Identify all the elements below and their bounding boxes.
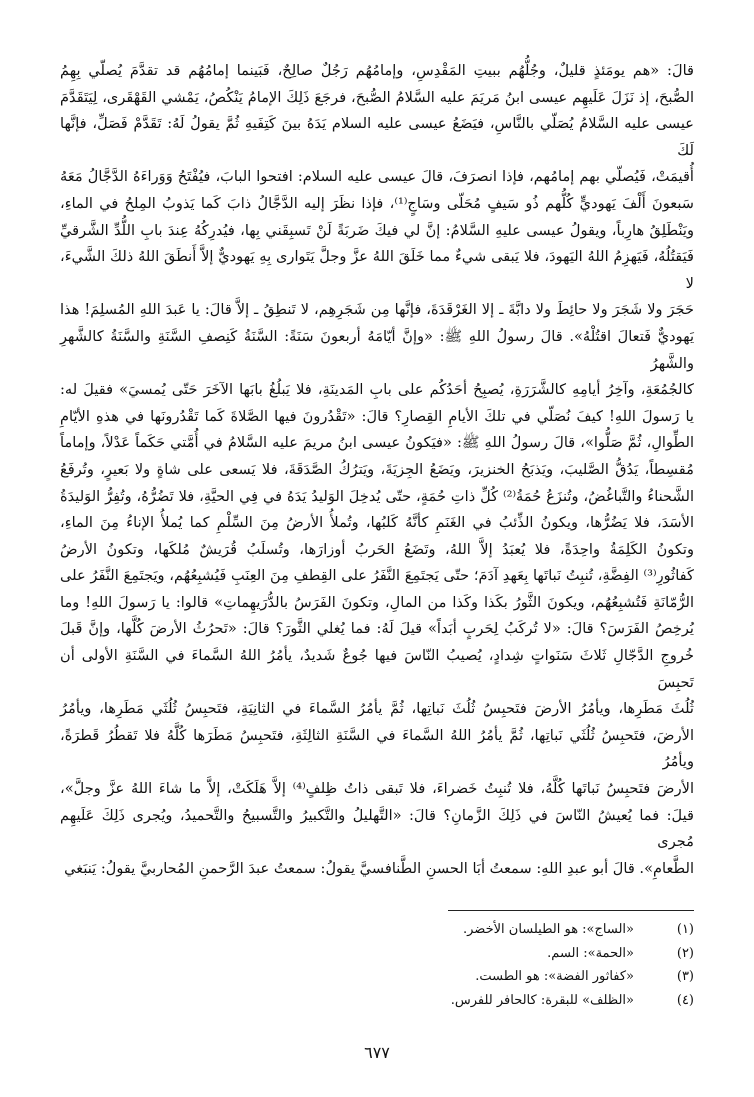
text-line: وتكونُ الكَلِمَةُ واحِدَةً، فلا يُعبَدُ إلاَّ اللهُ، وتَضَعُ الحَربُ أوزارَها، وتُسلَبُ قُرَيشٌ مُلكَها، وتكونُ الأرضُ bbox=[60, 540, 694, 558]
text-line: الطَّعامِ». قالَ أبو عبدِ اللهِ: سمعتُ أبَا الحسنِ الطَّنافسيَّ يقولُ: سمعتُ عبدَ الرَّحمنِ المُحاربيَّ يقولُ: يَنبَغي bbox=[64, 859, 694, 877]
footnote-text: «الحمة»: السم. bbox=[547, 945, 634, 961]
footnote-number: (١) bbox=[676, 922, 694, 937]
footnote-number: (٣) bbox=[676, 969, 694, 984]
text-line: ثُلُثَ مَطَرِها، ويأمُرُ الأرضَ فتَحبِسُ ثُلُثَ نَباتِها، ثُمَّ يأمُرُ السَّماءَ في الثانِيَةِ، فتَحبِسُ ثُلُثَي مَطَرِها، ويأمُرُ bbox=[60, 700, 694, 718]
text-line: سَبعونَ أَلْفَ يَهوديٍّ كُلُّهم ذُو سَيفٍ مُحَلّى وسَاجٍ⁽¹⁾، فإذا نظَرَ إليه الدَّجَّالُ ذابَ كَما يَذوبُ المِلحُ في الماءِ، bbox=[60, 194, 694, 212]
footnote-text: «الساج»: هو الطيلسان الأخضر. bbox=[463, 922, 634, 937]
text-line: ويَنْطَلِقُ هارِباً، ويقولُ عيسى عليهِ السَّلامُ: إنَّ لي فيكَ ضَربَةً لَنْ تَسبِقَني بِها، فيُدرِكُهُ عِندَ بابِ اللُّدِّ الشَّرقيِّ bbox=[60, 221, 694, 239]
footnote-separator bbox=[448, 910, 694, 911]
footnotes-block bbox=[60, 918, 694, 1012]
text-line: الأرضَ، فتَحبِسُ ثُلُثَي نَباتِها، ثُمَّ يأمُرُ اللهُ السَّماءَ في السَّنَةِ الثالِثَةِ، فتَحبِسُ مَطَرَها كُلَّهُ فلا تَقطُرُ قَطرَةً، ويأمُرُ bbox=[60, 726, 694, 771]
page-number: ٦٧٧ bbox=[364, 1043, 390, 1062]
footnote bbox=[60, 942, 694, 966]
footnote bbox=[60, 918, 694, 942]
main-text-block bbox=[60, 58, 694, 882]
text-line: قيلَ: فما يُعيشُ النّاسَ في ذَلِكَ الزَّمانِ؟ قالَ: «التَّهليلُ والتَّكبيرُ والتَّسبيحُ والتَّحميدُ، ويُجرى ذَلِكَ عَلَيهِم مُجرى bbox=[60, 806, 694, 851]
text-line: الطِّوالِ، ثُمَّ صَلُّوا»، قالَ رسولُ اللهِ ﷺ: «فيَكونُ عيسى ابنُ مريمَ عليه السَّلامُ في أُمَّتي حَكَماً عَدْلاً، وإماماً bbox=[60, 434, 694, 452]
text-line: عيسى عليه السَّلامُ يُصَلّي بالنَّاسِ، فيَضَعُ عيسى عليه السلام يَدَهُ بينَ كَتِفَيهِ ثُمَّ يقولُ لَهُ: تَقَدَّمْ فَصَلِّ، فإنَّها لَكَ bbox=[60, 115, 694, 159]
text-line: الشَّحناءُ والتَّباغُضُ، وتُنزَعُ حُمَةُ⁽²⁾ كُلِّ ذاتِ حُمَةٍ، حتّى يُدخِلَ الوَليدُ يَدَهُ في فِي الحيَّةِ، فلا تَضُرُّهُ، وتُفِرُّ الوَليدَةُ bbox=[60, 487, 694, 505]
text-line: الأرضَ فتَحبِسُ نَباتَها كُلَّهُ، فلا تُنبِتُ خَضراءَ، فلا تَبقى ذاتُ ظِلفٍ⁽⁴⁾ إلاَّ هَلَكَتْ، إلاَّ ما شاءَ اللهُ عزَّ وجلَّ»، bbox=[60, 780, 694, 798]
text-line: الأسَدَ، فلا يَضُرُّها، ويكونُ الذِّئبُ في الغَنَمِ كأنَّهُ كَلبُها، وتُملأُ الأرضُ مِنَ السِّلْمِ كما يُملأُ الإناءُ مِنَ الماءِ، bbox=[60, 514, 694, 532]
text-line: كَفاثُورِ⁽³⁾ الفِضَّةِ، تُنبِتُ نَباتَها بِعَهدِ آدَمَ؛ حتّى يَجتَمِعَ النَّفَرُ على القِطفِ مِنَ العِنَبِ فَيُشبِعُهُم، ويَجتَمِعَ النَّفَرُ على bbox=[60, 567, 694, 585]
text-line: كالجُمُعَةِ، وآخِرُ أيامِهِ كالشَّرَرَةِ، يُصبِحُ أحَدُكُم على بابِ المَدينَةِ، فلا يَبلُغُ بابَها الآخَرَ حَتّى يُمسيَ» فقيلَ له: bbox=[60, 381, 694, 399]
text-line: فَيَقتُلُهُ، فَيَهزِمُ اللهُ اليَهودَ، فلا يَبقى شيءٌ مما خَلَقَ اللهُ عزَّ وجلَّ يَتَوارى بِهِ يَهوديٌّ إلاَّ أَنطَقَ اللهُ ذلكَ الشَّيءَ، لا bbox=[60, 248, 694, 292]
text-line: حَجَرَ ولا شَجَرَ ولا حائِطَ ولا دابَّةَ ـ إلا الغَرْقَدَةَ، فإنَّها مِن شَجَرِهِم، لا تَنطِقُ ـ إلاَّ قالَ: يا عَبدَ اللهِ المُسلِمَ! هذا bbox=[60, 301, 694, 319]
footnote bbox=[60, 989, 694, 1013]
footnote-text: «كفاثور الفضة»: هو الطست. bbox=[475, 969, 634, 984]
text-line: يا رَسولَ اللهِ! كيفَ نُصَلّي في تلكَ الأيامِ القِصارِ؟ قالَ: «تَقْدُرونَ فيها الصَّلاةَ كَما تَقْدُرونَها في هذهِ الأيّامِ bbox=[60, 407, 694, 425]
footnote-number: (٢) bbox=[676, 945, 694, 961]
text-line: الرُّمّانَةِ فَتُشبِعُهُم، ويكونَ الثَّورُ بكَذا وكَذا من المالِ، وتكونَ الفَرَسُ بالدُّرَيهِماتِ» قالوا: يا رَسولَ اللهِ! وما bbox=[60, 593, 694, 611]
text-line: أُقيمَتْ، فَيُصلّي بهم إمامُهم، فإذا انصرَفَ، قالَ عيسى عليه السلام: افتحوا البابَ، فيُفْتَحُ وَوَراءَهُ الدَّجَّالُ مَعَهُ bbox=[60, 168, 694, 186]
footnote-number: (٤) bbox=[676, 992, 694, 1008]
text-line: قالَ: «هم يومَئذٍ قليلٌ، وجُلُّهُم ببيتِ المَقْدِسِ، وإمامُهُم رَجُلٌ صالِحٌ، فَبَينما إمامُهُم قد تقدَّمَ يُصلّي بِهِمُ bbox=[60, 62, 694, 79]
footnote bbox=[60, 965, 694, 989]
text-line: خُروجِ الدَّجّالِ ثَلاثَ سَنَواتٍ شِدادٍ، يُصيبُ النّاسَ فيها جُوعٌ شَديدٌ، يأمُرُ اللهُ السَّماءَ في السَّنَةِ الأولى أن تَحبِسَ bbox=[60, 647, 694, 691]
text-line: الصُّبحَ، إذ نَزَلَ عَلَيهِم عيسى ابنُ مَريَمَ عليه السَّلامُ الصُّبحَ، فرجَعَ ذَلِكَ الإمامُ يَنْكُصُ، يَمْشي القَهْقَرى، لِيَتَقَدَّمَ bbox=[60, 88, 694, 106]
text-line: يُرخِصُ الفَرَسَ؟ قالَ: «لا تُركَبُ لِحَربٍ أبَداً» قيلَ لَهُ: فما يُغلي الثَّورَ؟ قالَ: «تَحرُثُ الأرضَ كُلَّها، وإنَّ قَبلَ bbox=[60, 620, 694, 638]
text-line: يَهوديٌّ فَتعالَ اقتُلْهُ». قالَ رسولُ اللهِ ﷺ: «وإنَّ أيّامَهُ أربعونَ سَنَةً: السَّنَةُ كَنِصفِ السَّنَةِ والسَّنَةُ كالشَّهرِ والشَّهرُ bbox=[60, 327, 695, 372]
footnote-text: «الظلف» للبقرة: كالحافر للفرس. bbox=[450, 992, 634, 1008]
text-line: مُقسِطاً، يَدُقُّ الصَّليبَ، ويَذبَحُ الخنزيرَ، ويَضَعُ الجِزيَةَ، ويَترُكُ الصَّدَقَةَ، فلا يَسعى على شاةٍ ولا بَعيرٍ، وتُرفَعُ bbox=[60, 460, 694, 478]
